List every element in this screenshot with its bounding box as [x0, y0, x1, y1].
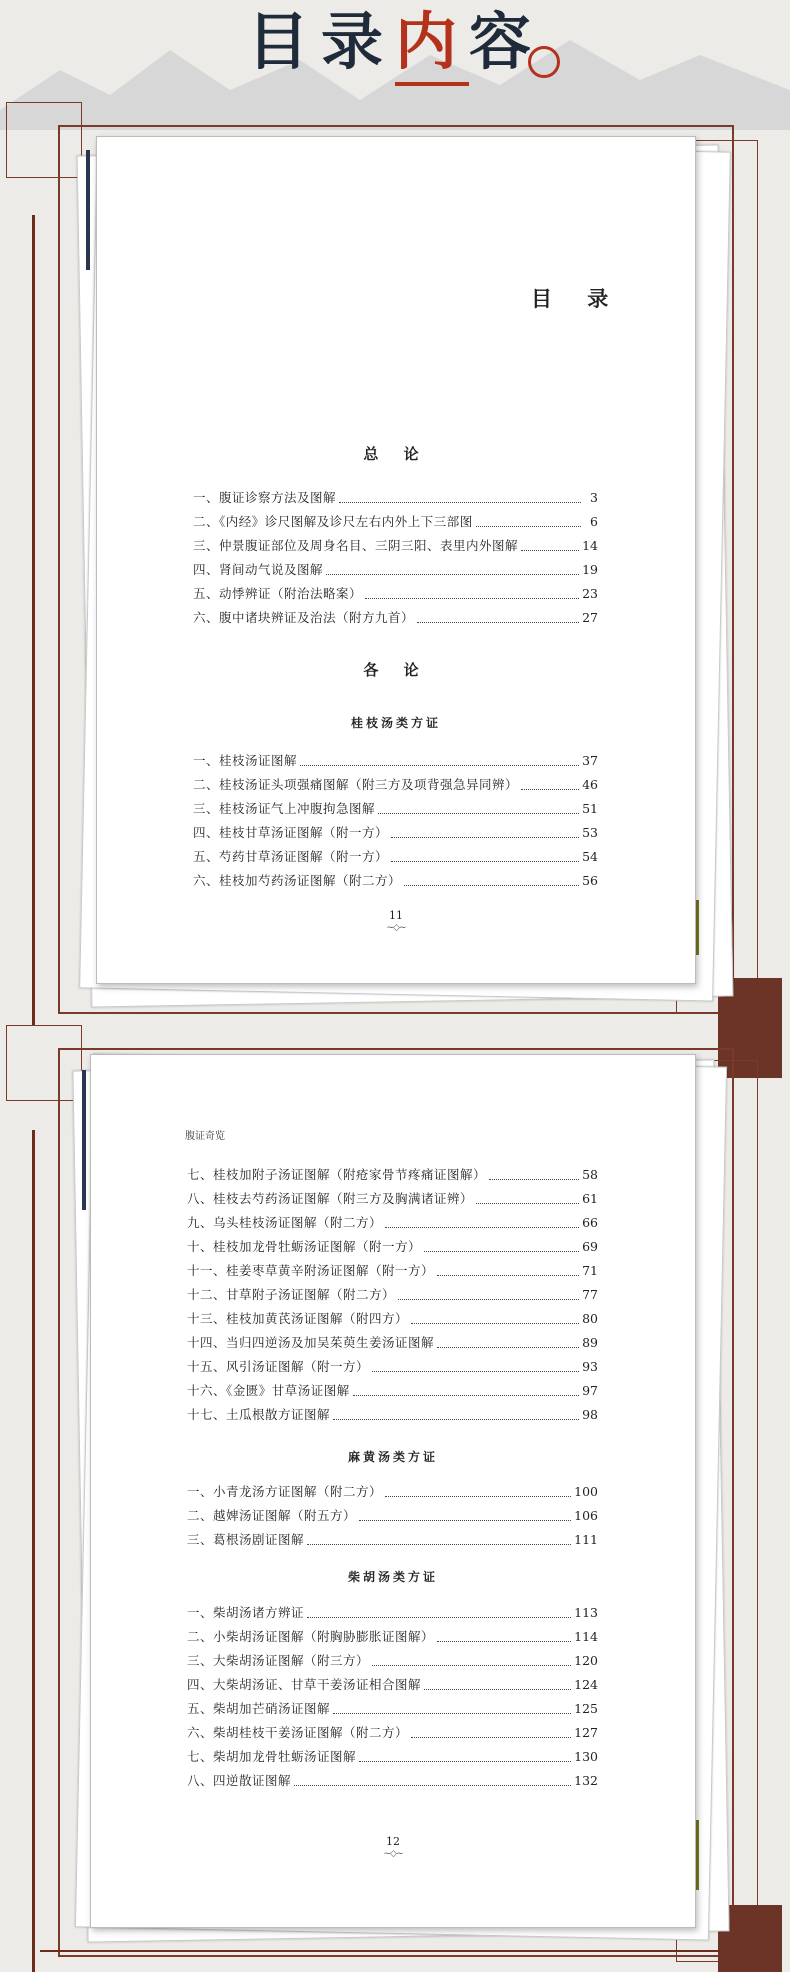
running-header: 腹证奇览: [185, 1131, 225, 1142]
entry-leader: [398, 1299, 579, 1300]
toc-entry: [187, 1355, 598, 1379]
entry-leader: [385, 1496, 571, 1497]
entry-text: 五、柴胡加芒硝汤证图解: [187, 1701, 331, 1716]
entry-leader: [339, 502, 581, 503]
entry-leader: [521, 550, 579, 551]
entry-page: 53: [582, 825, 598, 840]
entry-page: 19: [582, 562, 598, 577]
guizhi-continued-list: [187, 1163, 598, 1427]
entry-text: 一、腹证诊察方法及图解: [193, 490, 337, 505]
entry-page: 46: [582, 777, 598, 792]
toc-entry: [187, 1528, 598, 1552]
toc-entry: [187, 1403, 598, 1427]
entry-text: 十七、土瓜根散方证图解: [187, 1407, 331, 1422]
toc-entry: [187, 1163, 598, 1187]
entry-page: 6: [590, 514, 598, 529]
entry-text: 六、腹中诸块辨证及治法（附方九首）: [193, 610, 415, 625]
entry-leader: [391, 837, 579, 838]
entry-page: 114: [574, 1629, 598, 1644]
toc-page-2: [90, 1054, 696, 1928]
toc-entry: [187, 1745, 598, 1769]
title-text-3: 容: [469, 5, 544, 78]
book-spine: [86, 150, 90, 270]
page-ornament: ~◇~: [386, 923, 406, 933]
book-spine: [82, 1070, 86, 1210]
entry-text: 四、肾间动气说及图解: [193, 562, 324, 577]
entry-text: 二、小柴胡汤证图解（附胸胁膨胀证图解）: [187, 1629, 435, 1644]
frame-left-line-1: [32, 215, 35, 1025]
toc-entry: [187, 1480, 598, 1504]
entry-page: 66: [582, 1215, 598, 1230]
entry-page: 97: [582, 1383, 598, 1398]
subsection-heading-mahuang: 麻黄汤类方证: [347, 1450, 438, 1464]
toc-entry: [187, 1331, 598, 1355]
entry-text: 四、大柴胡汤证、甘草干姜汤证相合图解: [187, 1677, 422, 1692]
entry-leader: [353, 1395, 579, 1396]
toc-entry: [187, 1379, 598, 1403]
entry-page: 61: [582, 1191, 598, 1206]
entry-page: 71: [582, 1263, 598, 1278]
entry-page: 127: [574, 1725, 598, 1740]
entry-leader: [326, 574, 579, 575]
title-text-2: 内: [395, 2, 469, 86]
entry-leader: [372, 1371, 579, 1372]
page-number: 11: [389, 909, 403, 922]
entry-leader: [476, 1203, 579, 1204]
entry-leader: [411, 1323, 579, 1324]
toc-entry: [193, 534, 598, 558]
toc-entry: [193, 558, 598, 582]
entry-text: 三、葛根汤剧证图解: [187, 1532, 305, 1547]
entry-page: 106: [574, 1508, 598, 1523]
entry-leader: [294, 1785, 571, 1786]
entry-text: 十六、《金匮》甘草汤证图解: [187, 1383, 350, 1398]
toc-entry: [187, 1283, 598, 1307]
entry-text: 十四、当归四逆汤及加吴茱萸生姜汤证图解: [187, 1335, 435, 1350]
entry-text: 一、柴胡汤诸方辨证: [187, 1605, 305, 1620]
toc-entry: [193, 749, 598, 773]
entry-leader: [307, 1544, 571, 1545]
entry-text: 七、柴胡加龙骨牡蛎汤证图解: [187, 1749, 357, 1764]
entry-page: 130: [574, 1749, 598, 1764]
toc-entry: [193, 869, 598, 893]
entry-leader: [404, 885, 579, 886]
entry-page: 100: [574, 1484, 598, 1499]
toc-entry: [187, 1211, 598, 1235]
entry-text: 十二、甘草附子汤证图解（附二方）: [187, 1287, 396, 1302]
toc-entry: [187, 1504, 598, 1528]
entry-page: 89: [582, 1335, 598, 1350]
entry-page: 124: [574, 1677, 598, 1692]
entry-leader: [424, 1251, 579, 1252]
toc-entry: [193, 845, 598, 869]
toc-entry: [187, 1649, 598, 1673]
entry-leader: [300, 765, 579, 766]
entry-page: 132: [574, 1773, 598, 1788]
toc-entry: [193, 510, 598, 534]
entry-text: 八、四逆散证图解: [187, 1773, 292, 1788]
entry-text: 一、小青龙汤方证图解（附二方）: [187, 1484, 383, 1499]
toc-entry: [187, 1673, 598, 1697]
entry-text: 十三、桂枝加黄芪汤证图解（附四方）: [187, 1311, 409, 1326]
entry-page: 93: [582, 1359, 598, 1374]
toc-heading: 目 录: [531, 286, 623, 311]
entry-leader: [359, 1761, 571, 1762]
subsection-mahuang-list: [187, 1480, 598, 1552]
entry-text: 二、桂枝汤证头项强痛图解（附三方及项背强急异同辨）: [193, 777, 519, 792]
entry-leader: [359, 1520, 571, 1521]
subsection-heading-chaihu: 柴胡汤类方证: [347, 1570, 438, 1584]
entry-page: 37: [582, 753, 598, 768]
title-ring-ornament: [528, 46, 560, 78]
entry-page: 120: [574, 1653, 598, 1668]
toc-entry: [187, 1259, 598, 1283]
entry-text: 六、柴胡桂枝干姜汤证图解（附二方）: [187, 1725, 409, 1740]
entry-page: 113: [574, 1605, 598, 1620]
page-title: [0, 2, 790, 92]
entry-leader: [476, 526, 581, 527]
entry-leader: [307, 1617, 571, 1618]
toc-entry: [187, 1235, 598, 1259]
entry-leader: [411, 1737, 571, 1738]
entry-leader: [391, 861, 579, 862]
toc-entry: [187, 1721, 598, 1745]
entry-page: 69: [582, 1239, 598, 1254]
entry-text: 七、桂枝加附子汤证图解（附疮家骨节疼痛证图解）: [187, 1167, 487, 1182]
toc-page-1: [96, 136, 696, 984]
section-heading-specific: 各 论: [363, 661, 429, 679]
toc-entry: [193, 797, 598, 821]
title-text-1: 目录: [246, 5, 395, 78]
entry-page: 98: [582, 1407, 598, 1422]
entry-leader: [437, 1347, 579, 1348]
entry-leader: [372, 1665, 571, 1666]
entry-page: 80: [582, 1311, 598, 1326]
entry-leader: [378, 813, 579, 814]
toc-entry: [187, 1601, 598, 1625]
frame-left-line-2: [32, 1130, 35, 1972]
entry-leader: [424, 1689, 571, 1690]
entry-page: 125: [574, 1701, 598, 1716]
entry-text: 二、《内经》诊尺图解及诊尺左右内外上下三部图: [193, 514, 473, 529]
entry-leader: [365, 598, 579, 599]
subsection-guizhi-list: [193, 749, 598, 893]
entry-page: 14: [582, 538, 598, 553]
entry-text: 六、桂枝加芍药汤证图解（附二方）: [193, 873, 402, 888]
bottom-edge-line: [40, 1950, 720, 1952]
entry-page: 27: [582, 610, 598, 625]
entry-leader: [489, 1179, 579, 1180]
entry-page: 58: [582, 1167, 598, 1182]
subsection-chaihu-list: [187, 1601, 598, 1793]
toc-entry: [187, 1625, 598, 1649]
entry-text: 一、桂枝汤证图解: [193, 753, 298, 768]
toc-entry: [193, 486, 598, 510]
entry-leader: [521, 789, 579, 790]
toc-entry: [193, 773, 598, 797]
entry-page: 51: [582, 801, 598, 816]
toc-entry: [187, 1769, 598, 1793]
toc-entry: [187, 1187, 598, 1211]
subsection-heading-guizhi: 桂枝汤类方证: [350, 716, 441, 730]
entry-leader: [333, 1419, 579, 1420]
entry-leader: [333, 1713, 571, 1714]
entry-leader: [437, 1641, 571, 1642]
entry-text: 三、仲景腹证部位及周身名目、三阴三阳、表里内外图解: [193, 538, 519, 553]
toc-entry: [187, 1697, 598, 1721]
entry-leader: [385, 1227, 579, 1228]
entry-text: 九、乌头桂枝汤证图解（附二方）: [187, 1215, 383, 1230]
entry-text: 八、桂枝去芍药汤证图解（附三方及胸满诸证辨）: [187, 1191, 474, 1206]
entry-page: 54: [582, 849, 598, 864]
entry-page: 3: [590, 490, 598, 505]
entry-page: 111: [574, 1532, 598, 1547]
section-heading-general: 总 论: [363, 445, 429, 463]
page-ornament: ~◇~: [383, 1849, 403, 1859]
toc-entry: [193, 582, 598, 606]
entry-page: 56: [582, 873, 598, 888]
page-number: 12: [386, 1835, 400, 1848]
section-general-list: [193, 486, 598, 630]
toc-entry: [193, 606, 598, 630]
entry-text: 五、芍药甘草汤证图解（附一方）: [193, 849, 389, 864]
entry-leader: [417, 622, 579, 623]
entry-text: 三、桂枝汤证气上冲腹拘急图解: [193, 801, 376, 816]
entry-text: 十、桂枝加龙骨牡蛎汤证图解（附一方）: [187, 1239, 422, 1254]
entry-text: 二、越婢汤证图解（附五方）: [187, 1508, 357, 1523]
entry-text: 四、桂枝甘草汤证图解（附一方）: [193, 825, 389, 840]
entry-text: 十一、桂姜枣草黄辛附汤证图解（附一方）: [187, 1263, 435, 1278]
entry-leader: [437, 1275, 579, 1276]
entry-text: 五、动悸辨证（附治法略案）: [193, 586, 363, 601]
entry-text: 三、大柴胡汤证图解（附三方）: [187, 1653, 370, 1668]
entry-page: 23: [582, 586, 598, 601]
entry-text: 十五、风引汤证图解（附一方）: [187, 1359, 370, 1374]
entry-page: 77: [582, 1287, 598, 1302]
toc-entry: [193, 821, 598, 845]
toc-entry: [187, 1307, 598, 1331]
